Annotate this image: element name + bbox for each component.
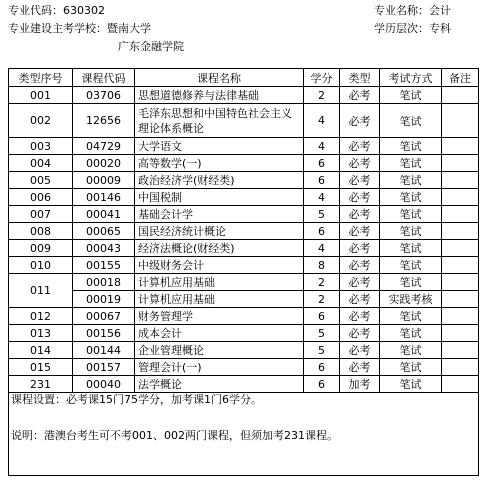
course-seq: 007 — [9, 206, 73, 223]
course-type: 必考 — [340, 240, 380, 257]
course-credit: 5 — [304, 206, 340, 223]
course-code: 12656 — [73, 104, 135, 138]
course-credit: 5 — [304, 325, 340, 342]
column-header: 课程名称 — [135, 69, 304, 87]
course-note — [442, 189, 479, 206]
course-code: 00157 — [73, 359, 135, 376]
table-row — [9, 240, 479, 257]
examining-school-secondary: 广东金融学院 — [118, 40, 184, 53]
table-notes-row — [9, 393, 479, 476]
exam-method: 笔试 — [380, 189, 442, 206]
column-header: 类型序号 — [9, 69, 73, 87]
course-credit: 8 — [304, 257, 340, 274]
course-name: 国民经济统计概论 — [135, 223, 304, 240]
course-code: 00067 — [73, 308, 135, 325]
course-code: 00155 — [73, 257, 135, 274]
course-note — [442, 359, 479, 376]
course-type: 必考 — [340, 172, 380, 189]
table-row — [9, 189, 479, 206]
course-type: 必考 — [340, 359, 380, 376]
course-code: 00156 — [73, 325, 135, 342]
course-seq: 003 — [9, 138, 73, 155]
course-seq: 231 — [9, 376, 73, 393]
major-name: 专业名称：会计 — [374, 4, 451, 17]
exam-method: 笔试 — [380, 325, 442, 342]
table-row — [9, 138, 479, 155]
course-note — [442, 155, 479, 172]
course-note — [442, 274, 479, 291]
column-header: 学分 — [304, 69, 340, 87]
course-note — [442, 104, 479, 138]
course-credit: 4 — [304, 104, 340, 138]
course-credit: 6 — [304, 223, 340, 240]
table-row — [9, 359, 479, 376]
exam-method: 笔试 — [380, 257, 442, 274]
course-type: 必考 — [340, 274, 380, 291]
exam-method: 笔试 — [380, 104, 442, 138]
course-type: 必考 — [340, 223, 380, 240]
course-note — [442, 138, 479, 155]
course-type: 必考 — [340, 87, 380, 104]
course-type: 必考 — [340, 155, 380, 172]
examining-school: 专业建设主考学校：暨南大学 — [8, 22, 151, 35]
table-row — [9, 308, 479, 325]
note-spacer — [11, 407, 476, 429]
course-seq: 001 — [9, 87, 73, 104]
course-seq: 011 — [9, 274, 73, 308]
course-seq: 014 — [9, 342, 73, 359]
course-type: 必考 — [340, 206, 380, 223]
course-type: 必考 — [340, 291, 380, 308]
course-seq: 004 — [9, 155, 73, 172]
course-code: 00146 — [73, 189, 135, 206]
course-name: 基础会计学 — [135, 206, 304, 223]
course-note — [442, 240, 479, 257]
course-name: 中国税制 — [135, 189, 304, 206]
course-name: 计算机应用基础 — [135, 291, 304, 308]
course-credit: 2 — [304, 274, 340, 291]
course-type: 必考 — [340, 138, 380, 155]
course-type: 必考 — [340, 189, 380, 206]
remark-text: 说明：港澳台考生可不考001、002两门课程，但须加考231课程。 — [11, 429, 338, 442]
table-row — [9, 342, 479, 359]
education-level: 学历层次：专科 — [374, 22, 451, 35]
course-note — [442, 308, 479, 325]
course-seq: 012 — [9, 308, 73, 325]
table-row — [9, 223, 479, 240]
exam-method: 笔试 — [380, 240, 442, 257]
course-credit: 2 — [304, 87, 340, 104]
column-header: 课程代码 — [73, 69, 135, 87]
table-row — [9, 325, 479, 342]
exam-method: 笔试 — [380, 172, 442, 189]
exam-method: 笔试 — [380, 308, 442, 325]
course-name: 思想道德修养与法律基础 — [135, 87, 304, 104]
course-type: 必考 — [340, 308, 380, 325]
exam-method: 笔试 — [380, 87, 442, 104]
course-type: 必考 — [340, 325, 380, 342]
course-credit: 6 — [304, 376, 340, 393]
course-note — [442, 291, 479, 308]
course-seq: 006 — [9, 189, 73, 206]
course-note — [442, 172, 479, 189]
course-credit: 5 — [304, 342, 340, 359]
course-note — [442, 325, 479, 342]
table-header-row — [9, 69, 479, 87]
table-row — [9, 274, 479, 291]
course-name: 高等数学(一) — [135, 155, 304, 172]
column-header: 考试方式 — [380, 69, 442, 87]
exam-method: 笔试 — [380, 359, 442, 376]
course-seq: 013 — [9, 325, 73, 342]
course-seq: 005 — [9, 172, 73, 189]
course-name: 法学概论 — [135, 376, 304, 393]
course-code: 00144 — [73, 342, 135, 359]
course-name: 经济法概论(财经类) — [135, 240, 304, 257]
course-note — [442, 87, 479, 104]
table-row — [9, 206, 479, 223]
exam-method: 笔试 — [380, 274, 442, 291]
exam-method: 笔试 — [380, 376, 442, 393]
course-credit: 6 — [304, 172, 340, 189]
course-name: 政治经济学(财经类) — [135, 172, 304, 189]
course-credit: 4 — [304, 240, 340, 257]
course-name: 财务管理学 — [135, 308, 304, 325]
course-credit: 6 — [304, 308, 340, 325]
course-name: 中级财务会计 — [135, 257, 304, 274]
course-name: 大学语文 — [135, 138, 304, 155]
exam-method: 笔试 — [380, 155, 442, 172]
course-type: 必考 — [340, 104, 380, 138]
table-row — [9, 155, 479, 172]
course-code: 00018 — [73, 274, 135, 291]
table-row — [9, 291, 479, 308]
course-name: 企业管理概论 — [135, 342, 304, 359]
exam-method: 笔试 — [380, 138, 442, 155]
course-seq: 002 — [9, 104, 73, 138]
curriculum-summary: 课程设置：必考课15门75学分，加考课1门6学分。 — [11, 393, 262, 406]
course-note — [442, 376, 479, 393]
table-notes — [9, 393, 479, 476]
course-code: 00020 — [73, 155, 135, 172]
exam-method: 实践考核 — [380, 291, 442, 308]
course-note — [442, 223, 479, 240]
course-credit: 2 — [304, 291, 340, 308]
course-note — [442, 257, 479, 274]
course-credit: 4 — [304, 138, 340, 155]
course-code: 04729 — [73, 138, 135, 155]
course-seq: 015 — [9, 359, 73, 376]
course-name: 管理会计(一) — [135, 359, 304, 376]
course-credit: 6 — [304, 155, 340, 172]
course-credit: 6 — [304, 359, 340, 376]
table-row — [9, 87, 479, 104]
course-code: 00041 — [73, 206, 135, 223]
column-header: 类型 — [340, 69, 380, 87]
course-code: 00043 — [73, 240, 135, 257]
course-code: 00065 — [73, 223, 135, 240]
exam-method: 笔试 — [380, 223, 442, 240]
course-note — [442, 342, 479, 359]
course-seq: 009 — [9, 240, 73, 257]
table-row — [9, 257, 479, 274]
course-seq: 010 — [9, 257, 73, 274]
exam-method: 笔试 — [380, 342, 442, 359]
course-code: 03706 — [73, 87, 135, 104]
column-header: 备注 — [442, 69, 479, 87]
table-row — [9, 172, 479, 189]
course-name: 毛泽东思想和中国特色社会主义理论体系概论 — [135, 104, 304, 138]
course-credit: 4 — [304, 189, 340, 206]
major-code: 专业代码：630302 — [8, 4, 105, 17]
course-name: 成本会计 — [135, 325, 304, 342]
course-note — [442, 206, 479, 223]
course-seq: 008 — [9, 223, 73, 240]
table-row — [9, 376, 479, 393]
course-type: 必考 — [340, 342, 380, 359]
course-type: 加考 — [340, 376, 380, 393]
course-table — [8, 68, 479, 476]
course-name: 计算机应用基础 — [135, 274, 304, 291]
course-code: 00040 — [73, 376, 135, 393]
course-code: 00009 — [73, 172, 135, 189]
exam-method: 笔试 — [380, 206, 442, 223]
course-code: 00019 — [73, 291, 135, 308]
course-type: 必考 — [340, 257, 380, 274]
table-row — [9, 104, 479, 138]
